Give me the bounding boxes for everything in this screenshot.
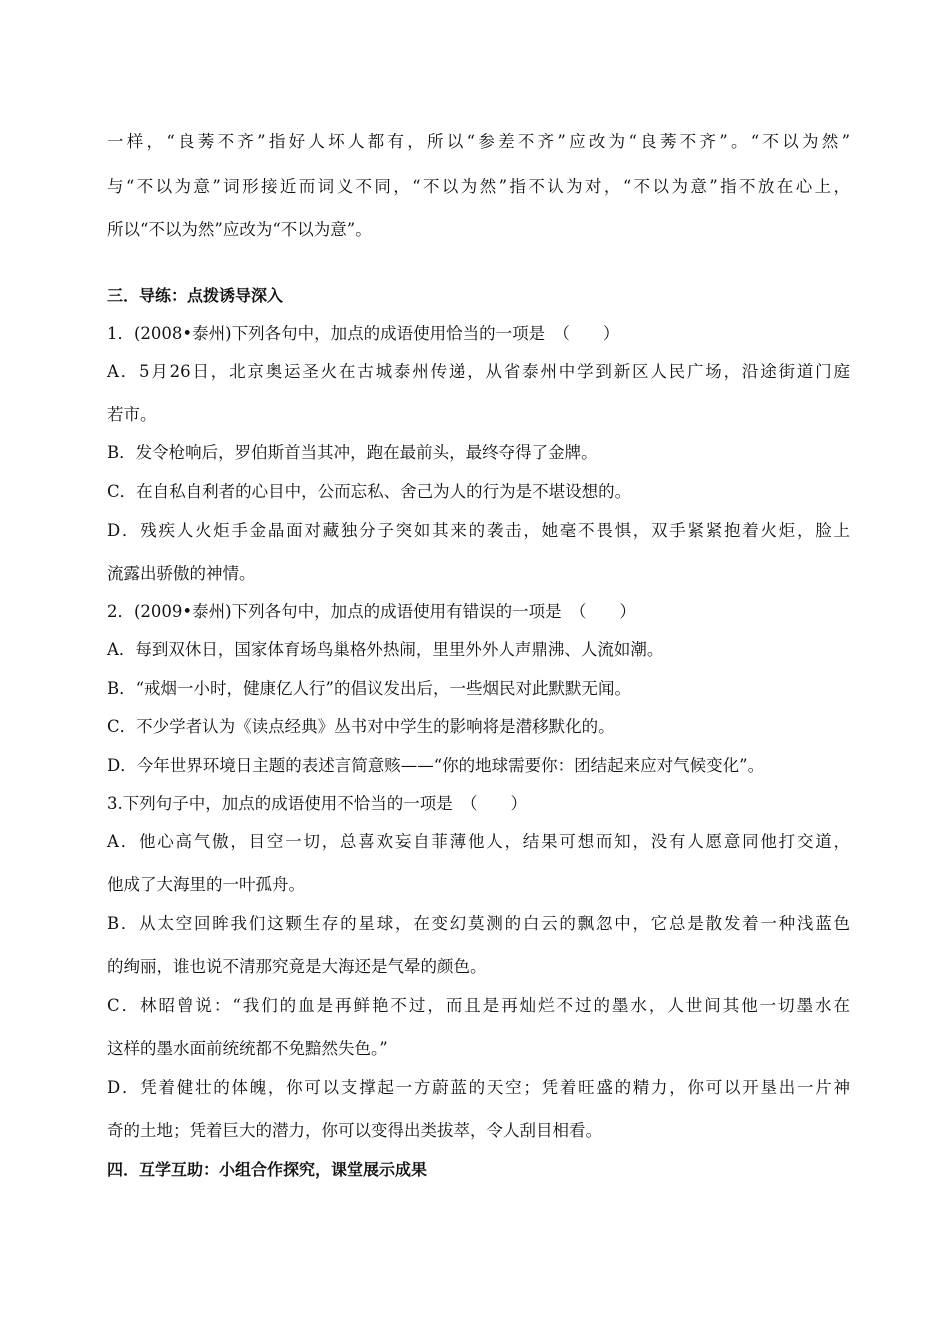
q3-option-a-line-2: 他成了大海里的一叶孤舟。 (107, 875, 305, 894)
q1-option-a-line-1: A．5月26日，北京奥运圣火在古城泰州传递，从省泰州中学到新区人民广场，沿途街道门庭 (107, 362, 850, 381)
q2-option-d: D．今年世界环境日主题的表述言简意赅——“你的地球需要你：团结起来应对气候变化”。 (107, 756, 765, 775)
intro-line-1: 一样，“良莠不齐”指好人坏人都有，所以“参差不齐”应改为“良莠不齐”。“不以为然” (107, 132, 850, 151)
q2-stem: 2．(2009•泰州)下列各句中，加点的成语使用有错误的一项是 （ ） (107, 602, 636, 621)
intro-line-2: 与“不以为意”词形接近而词义不同，“不以为然”指不认为对，“不以为意”指不放在心上， (107, 177, 850, 196)
q1-option-b: B．发令枪响后，罗伯斯首当其冲，跑在最前头，最终夺得了金牌。 (107, 443, 598, 462)
q3-option-c-line-1: C．林昭曾说：“我们的血是再鲜艳不过，而且是再灿烂不过的墨水，人世间其他一切墨水在 (107, 996, 850, 1015)
q3-option-b-line-2: 的绚丽，谁也说不清那究竟是大海还是气晕的颜色。 (107, 957, 487, 976)
q1-option-d-line-2: 流露出骄傲的神情。 (107, 564, 256, 583)
q3-stem: 3.下列句子中，加点的成语使用不恰当的一项是 （ ） (107, 794, 527, 813)
q3-option-d-line-1: D．凭着健壮的体魄，你可以支撑起一方蔚蓝的天空；凭着旺盛的精力，你可以开垦出一片神 (107, 1078, 850, 1097)
q2-option-b: B．“戒烟一小时，健康亿人行”的倡议发出后，一些烟民对此默默无闻。 (107, 679, 631, 698)
q3-option-d-line-2: 奇的土地；凭着巨大的潜力，你可以变得出类拔萃，令人刮目相看。 (107, 1121, 602, 1140)
q1-option-c: C．在自私自利者的心目中，公而忘私、舍己为人的行为是不堪设想的。 (107, 482, 632, 501)
q2-option-c: C．不少学者认为《读点经典》丛书对中学生的影响将是潜移默化的。 (107, 717, 615, 736)
q1-option-a-line-2: 若市。 (107, 405, 157, 424)
intro-line-3: 所以“不以为然”应改为“不以为意”。 (107, 220, 372, 239)
q2-option-a: A．每到双休日，国家体育场鸟巢格外热闹，里里外外人声鼎沸、人流如潮。 (107, 640, 664, 659)
q3-option-a-line-1: A．他心高气傲，目空一切，总喜欢妄自菲薄他人，结果可想而知，没有人愿意同他打交道， (107, 832, 850, 851)
q1-stem: 1．(2008•泰州)下列各句中，加点的成语使用恰当的一项是 （ ） (107, 324, 620, 343)
section-3-heading: 三．导练：点拨诱导深入 (107, 286, 284, 305)
q3-option-c-line-2: 这样的墨水面前统统都不免黯然失色。” (107, 1039, 388, 1058)
q1-option-d-line-1: D．残疾人火炬手金晶面对藏独分子突如其来的袭击，她毫不畏惧，双手紧紧抱着火炬，脸上 (107, 521, 850, 540)
section-4-heading: 四．互学互助：小组合作探究，课堂展示成果 (107, 1160, 428, 1179)
q3-option-b-line-1: B．从太空回眸我们这颗生存的星球，在变幻莫测的白云的飘忽中，它总是散发着一种浅蓝色 (107, 914, 850, 933)
